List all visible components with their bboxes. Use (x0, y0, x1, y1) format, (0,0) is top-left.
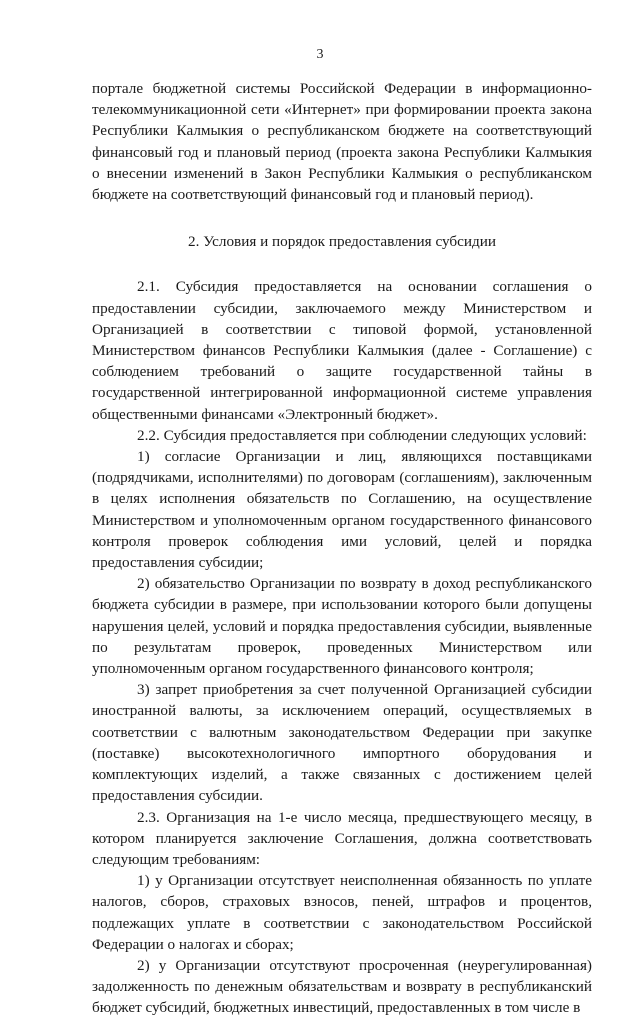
paragraph-2-3-item-1: 1) у Организации отсутствует неисполненная обязанность по уплате налогов, сборов, страховых взносов, пеней, штрафов и процентов, подлежащих уплате в соответствии с законодательством Российской Федерации о налогах и сборах; (92, 872, 592, 953)
paragraph-2-2: 2.2. Субсидия предоставляется при соблюдении следующих условий: (137, 426, 587, 444)
section-heading: 2. Условия и порядок предоставления субсидии (188, 233, 496, 251)
paragraph-2-3: 2.3. Организация на 1-е число месяца, предшествующего месяцу, в котором планируется заключение Соглашения, должна соответствовать следующим требованиям: (92, 808, 592, 868)
page-number: 3 (316, 47, 324, 62)
paragraph-2-2-item-1: 1) согласие Организации и лиц, являющихся поставщиками (подрядчиками, исполнителями) по договорам (соглашениям), заключенным в целях исполнения обязательств по Соглашению, на осуществление Министерством и уполномоченным органом государственного финансового контроля проверок соблюдения ими условий, целей и порядка предоставления субсидии; (92, 448, 592, 572)
document-body (92, 78, 592, 1019)
paragraph-2-1: 2.1. Субсидия предоставляется на основании соглашения о предоставлении субсидии, заключаемого между Министерством и Организацией в соответствии с типовой формой, установленной Министерством финансов Республики Калмыкия (далее - Соглашение) с соблюдением требований о защите государственной тайны в государственной интегрированной информационной системе управления общественными финансами «Электронный бюджет». (92, 278, 592, 423)
paragraph-2-2-item-3: 3) запрет приобретения за счет полученной Организацией субсидии иностранной валюты, за исключением операций, осуществляемых в соответствии с валютным законодательством Федерации при закупке (поставке) высокотехнологичного импортного оборудования и комплектующих изделий, а также связанных с достижением целей предоставления субсидии. (92, 681, 592, 805)
paragraph-portal-continuation: порталe бюджетной системы Российской Федерации в информационно-телекоммуникационной сети «Интернет» при формировании проекта закона Республики Калмыкия о республиканском бюджете на соответствующий финансовый год и плановый период (проекта закона Республики Калмыкия о внесении изменений в Закон Республики Калмыкия о республиканском бюджете на соответствующий финансовый год и плановый период). (92, 80, 592, 204)
paragraph-2-2-item-2: 2) обязательство Организации по возврату в доход республиканского бюджета субсидии в размере, при использовании которого были допущены нарушения целей, условий и порядка предоставления субсидии, выявленные по результатам проверок, проведенных Министерством или уполномоченным органом государственного финансового контроля; (92, 575, 592, 678)
paragraph-2-3-item-2: 2) у Организации отсутствуют просроченная (неурегулированная) задолженность по денежным обязательствам и возврату в республиканский бюджет субсидий, бюджетных инвестиций, предоставленных в том числе в (92, 956, 592, 1017)
